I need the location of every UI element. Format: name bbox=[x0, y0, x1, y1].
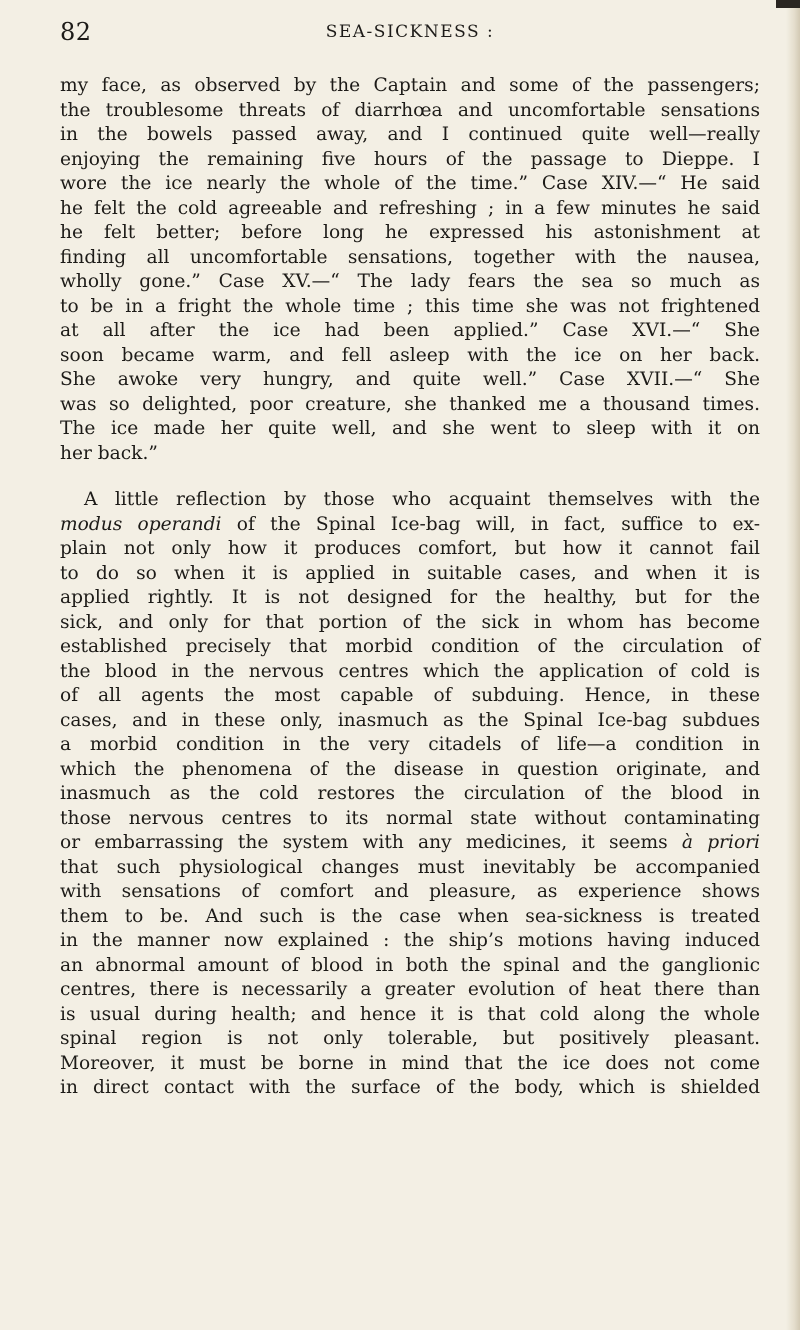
paragraph-1 bbox=[60, 74, 760, 466]
text-line: that such physiological changes must inevitably be accompanied bbox=[60, 856, 760, 878]
text-line: wholly gone.” Case XV.—“ The lady fears the sea so much as bbox=[60, 271, 760, 292]
text-run: of the Spinal Ice-bag will, in fact, suffice to ex- bbox=[221, 513, 761, 535]
text-line: the blood in the nervous centres which the application of cold is bbox=[60, 660, 760, 682]
text-line: was so delighted, poor creature, she thanked me a thousand times. bbox=[60, 393, 760, 415]
text-line: plain not only how it produces comfort, but how it cannot fail bbox=[60, 538, 760, 559]
text-line: spinal region is not only tolerable, but positively pleasant. bbox=[60, 1028, 760, 1049]
body-text bbox=[60, 74, 760, 1101]
text-line: centres, there is necessarily a greater evolution of heat there than bbox=[60, 979, 760, 1000]
text-line: soon became warm, and fell asleep with the ice on her back. bbox=[60, 344, 760, 366]
text-line: finding all uncomfortable sensations, together with the nausea, bbox=[60, 246, 760, 268]
text-line: Moreover, it must be borne in mind that the ice does not come bbox=[60, 1052, 760, 1074]
text-line: with sensations of comfort and pleasure, as experience shows bbox=[60, 881, 760, 902]
text-line: those nervous centres to its normal state without contaminating bbox=[60, 807, 760, 829]
paragraph-gap bbox=[60, 466, 760, 488]
text-line: to do so when it is applied in suitable cases, and when it is bbox=[60, 562, 760, 584]
text-line: he felt better; before long he expressed his astonishment at bbox=[60, 222, 760, 243]
text-line bbox=[60, 513, 760, 538]
text-line: established precisely that morbid condition of the circulation of bbox=[60, 636, 760, 657]
text-line: She awoke very hungry, and quite well.” Case XVII.—“ She bbox=[60, 369, 760, 390]
text-line: my face, as observed by the Captain and some of the passengers; bbox=[60, 75, 760, 96]
text-line: is usual during health; and hence it is that cold along the whole bbox=[60, 1003, 760, 1025]
paragraph-2 bbox=[60, 488, 760, 1101]
text-line: in the bowels passed away, and I continued quite well—really bbox=[60, 124, 760, 145]
corner-mark bbox=[776, 0, 800, 8]
text-line: he felt the cold agreeable and refreshing ; in a few minutes he said bbox=[60, 197, 760, 219]
page-header bbox=[60, 18, 760, 58]
text-line bbox=[60, 831, 760, 856]
text-line: inasmuch as the cold restores the circulation of the blood in bbox=[60, 783, 760, 804]
text-line: The ice made her quite well, and she went to sleep with it on bbox=[60, 418, 760, 439]
text-line: them to be. And such is the case when sea-sickness is treated bbox=[60, 905, 760, 927]
text-line: to be in a fright the whole time ; this time she was not frightened bbox=[60, 295, 760, 317]
text-line: in the manner now explained : the ship’s motions having induced bbox=[60, 930, 760, 951]
italic-phrase: modus operandi bbox=[60, 513, 222, 535]
text-line: applied rightly. It is not designed for the healthy, but for the bbox=[60, 587, 760, 608]
text-line: an abnormal amount of blood in both the spinal and the ganglionic bbox=[60, 954, 760, 976]
text-line: cases, and in these only, inasmuch as the Spinal Ice-bag subdues bbox=[60, 709, 760, 731]
running-head: SEA-SICKNESS : bbox=[325, 22, 495, 42]
text-line: her back.” bbox=[60, 442, 158, 464]
text-line: which the phenomena of the disease in question originate, and bbox=[60, 758, 760, 780]
page-edge bbox=[786, 0, 800, 1330]
text-line: at all after the ice had been applied.” Case XVI.—“ She bbox=[60, 320, 760, 341]
text-line: A little reflection by those who acquaint themselves with the bbox=[84, 489, 760, 510]
text-line: enjoying the remaining five hours of the passage to Dieppe. I bbox=[60, 148, 760, 170]
text-line: a morbid condition in the very citadels of life—a condition in bbox=[60, 734, 760, 755]
text-line: wore the ice nearly the whole of the time.” Case XIV.—“ He said bbox=[60, 173, 760, 194]
text-line: of all agents the most capable of subduing. Hence, in these bbox=[60, 685, 760, 706]
text-run: or embarrassing the system with any medicines, it seems bbox=[60, 832, 668, 853]
text-line: in direct contact with the surface of the body, which is shielded bbox=[60, 1077, 760, 1098]
text-line: sick, and only for that portion of the sick in whom has become bbox=[60, 611, 760, 633]
page-number: 82 bbox=[60, 18, 92, 46]
italic-phrase: à priori bbox=[681, 832, 760, 853]
text-line: the troublesome threats of diarrhœa and uncomfortable sensations bbox=[60, 99, 760, 121]
